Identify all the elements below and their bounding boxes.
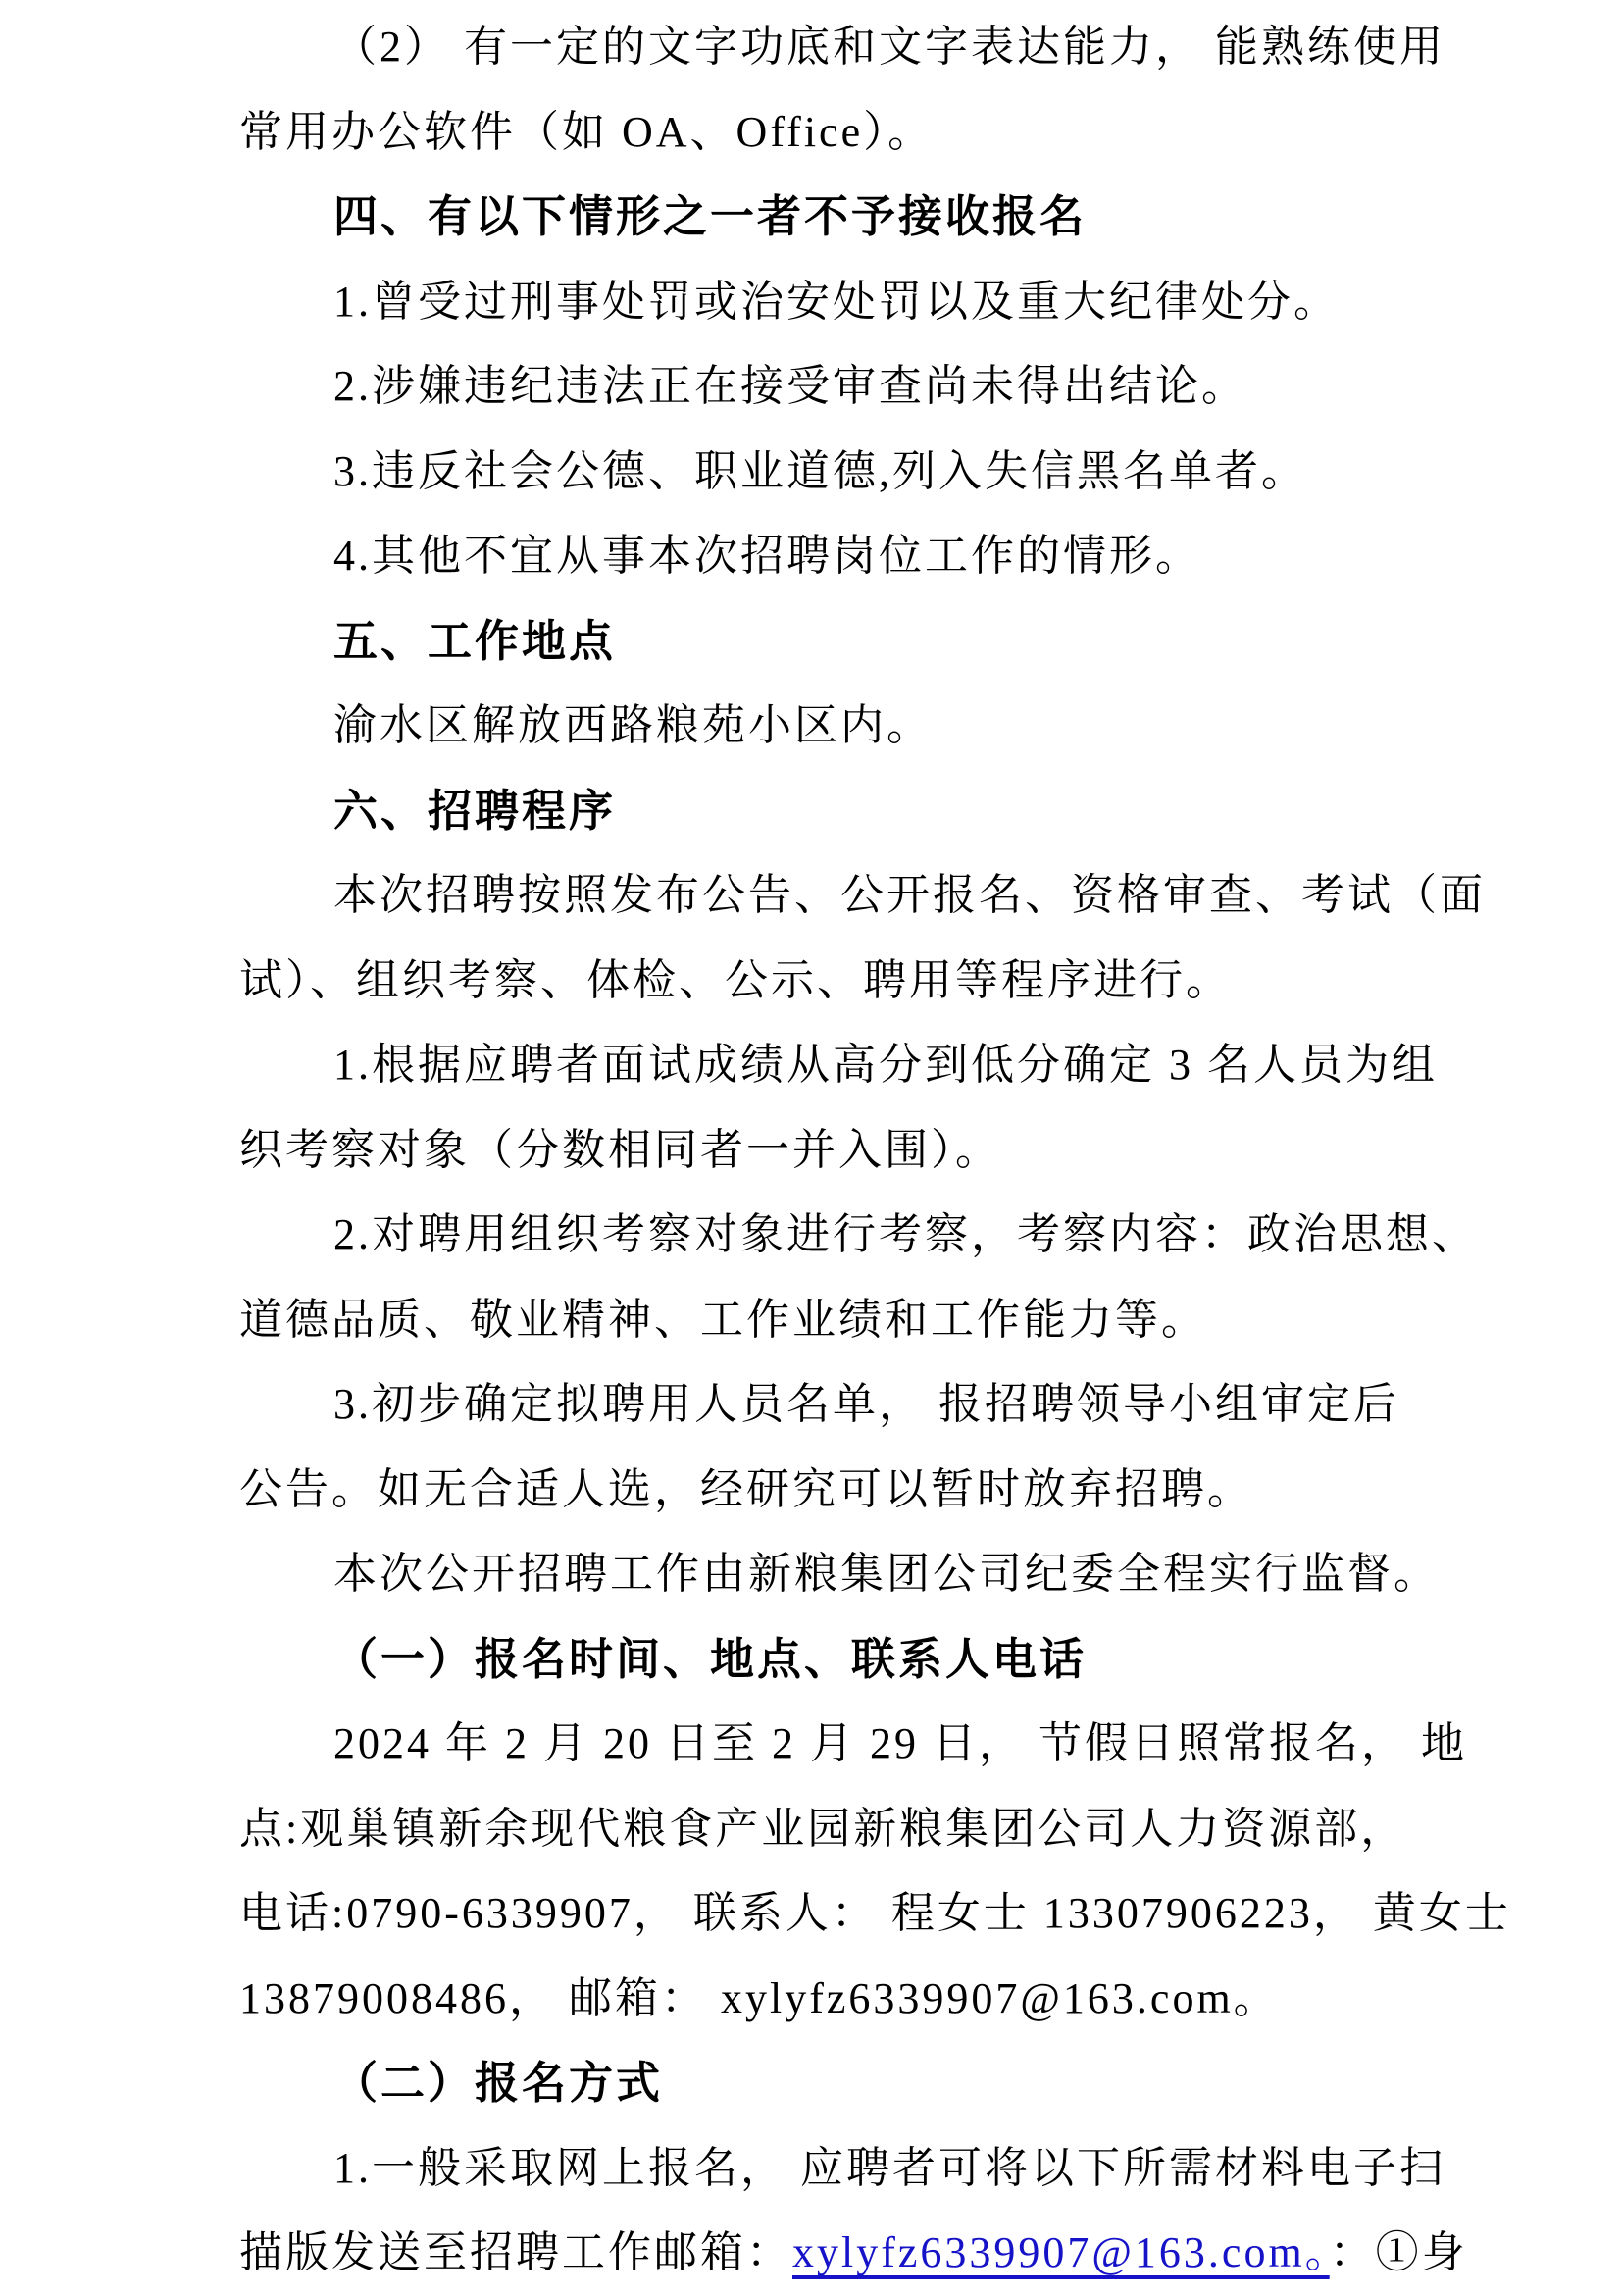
section-heading-five: 五、工作地点 [333, 615, 617, 666]
list-item: 2.对聘用组织考察对象进行考察，考察内容：政治思想、 [333, 1210, 1478, 1258]
email-submission-line [239, 2211, 1495, 2296]
section-heading-four: 四、有以下情形之一者不予接收报名 [333, 191, 1088, 241]
paragraph-line: 2024 年 2 月 20 日至 2 月 29 日， 节假日照常报名， 地 [333, 1719, 1467, 1767]
paragraph-line: 本次招聘按照发布公告、公开报名、资格审查、考试（面 [333, 871, 1486, 919]
section-heading-six: 六、招聘程序 [333, 785, 617, 836]
list-item: 1.曾受过刑事处罚或治安处罚以及重大纪律处分。 [333, 277, 1340, 326]
paragraph-line: 织考察对象（分数相同者一并入围）。 [239, 1125, 1001, 1174]
contact-phone-line: 电话:0790-6339907， 联系人： 程女士 13307906223， 黄女士 [239, 1889, 1511, 1937]
list-item: 4.其他不宜从事本次招聘岗位工作的情形。 [333, 532, 1201, 580]
document-body [239, 5, 1511, 2296]
list-item: 1.一般采取网上报名， 应聘者可将以下所需材料电子扫 [333, 2143, 1445, 2192]
paragraph-line: 渝水区解放西路粮苑小区内。 [333, 701, 933, 749]
list-item: 2.涉嫌违纪违法正在接受审查尚未得出结论。 [333, 362, 1247, 410]
paragraph-line: （2） 有一定的文字功底和文字表达能力， 能熟练使用 [333, 23, 1445, 71]
paragraph-line: 公告。如无合适人选，经研究可以暂时放弃招聘。 [239, 1464, 1253, 1513]
email-link[interactable]: xylyfz6339907@163.com。 [792, 2228, 1330, 2276]
paragraph-line: 试）、组织考察、体检、公示、聘用等程序进行。 [239, 955, 1232, 1004]
subsection-heading-two: （二）报名方式 [333, 2058, 664, 2108]
email-line-prefix: 描版发送至招聘工作邮箱： [239, 2228, 792, 2276]
list-item: 1.根据应聘者面试成绩从高分到低分确定 3 名人员为组 [333, 1041, 1438, 1089]
paragraph-line: 本次公开招聘工作由新粮集团公司纪委全程实行监督。 [333, 1550, 1440, 1598]
paragraph-line: 点:观巢镇新余现代粮食产业园新粮集团公司人力资源部， [239, 1804, 1407, 1853]
email-line-suffix: ：①身 [1329, 2228, 1468, 2276]
contact-email-line: 13879008486， 邮箱： xylyfz6339907@163.com。 [239, 1973, 1280, 2022]
paragraph-line: 常用办公软件（如 OA、Office）。 [239, 107, 935, 156]
subsection-heading-one: （一）报名时间、地点、联系人电话 [333, 1633, 1088, 1684]
paragraph-line: 道德品质、敬业精神、工作业绩和工作能力等。 [239, 1295, 1207, 1344]
list-item: 3.初步确定拟聘用人员名单， 报招聘领导小组审定后 [333, 1380, 1399, 1428]
list-item: 3.违反社会公德、职业道德,列入失信黑名单者。 [333, 446, 1307, 495]
